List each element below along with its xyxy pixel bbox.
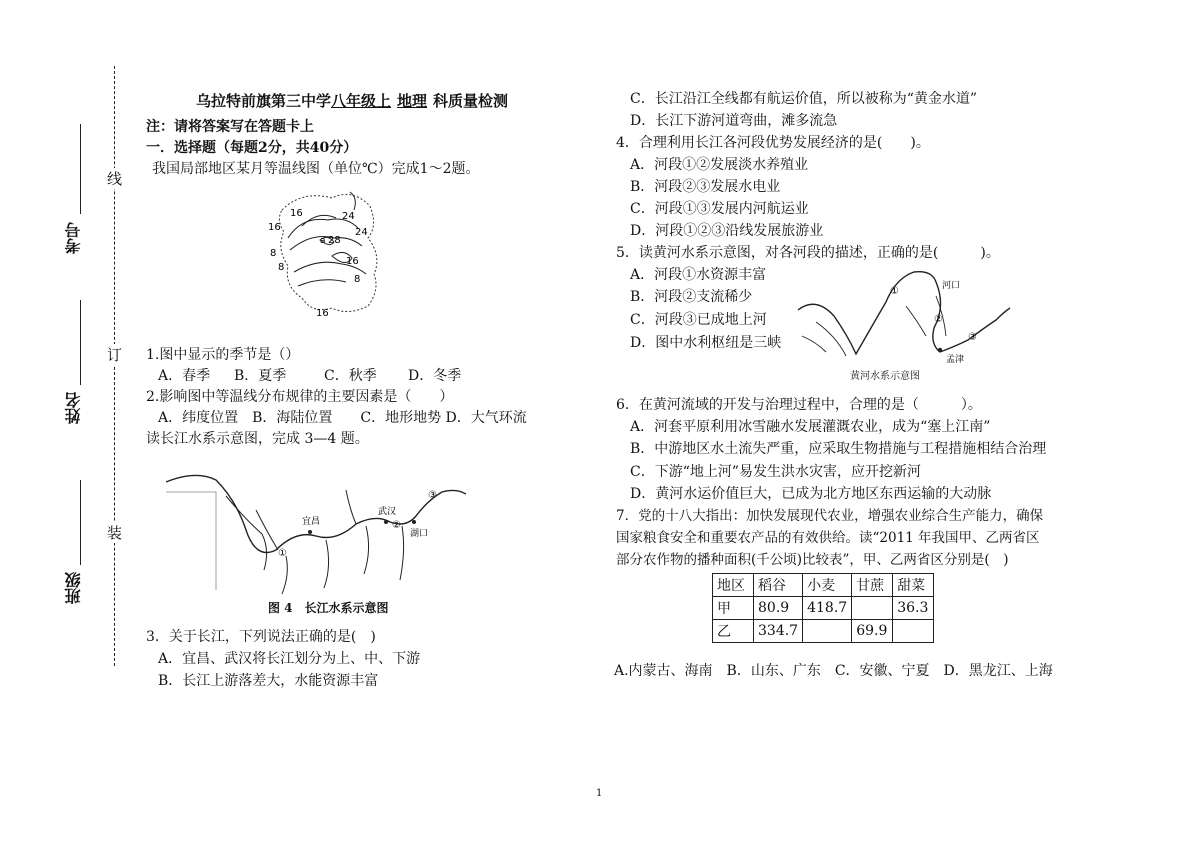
table-header-cell: 稻谷 [754,574,803,597]
isotherm-label: 28 [328,235,341,246]
isotherm-label: 16 [290,208,303,219]
kaohao-underline [80,124,81,214]
q7-stem-line1: 7．党的十八大指出：加快发展现代农业，增强农业综合生产能力，确保 [616,508,1044,524]
title-exam: 科质量检测 [433,92,509,110]
q3-option-d: D．长江下游河道弯曲，滩多流急 [630,113,838,129]
river-section-2: ② [392,520,401,531]
title-subject: 地理 [397,92,428,110]
q4-option-a: A．河段①②发展淡水养殖业 [630,157,809,173]
crop-area-table [712,573,934,643]
q7-options: A.内蒙古、海南 B．山东、广东 C．安徽、宁夏 D．黑龙江、上海 [614,663,1053,679]
isotherm-label: 16 [316,308,329,319]
xingming-label: 姓名 [64,392,83,424]
yangtze-river-map [166,470,466,620]
table-header-row [713,574,934,597]
q7-stem-line2: 国家粮食安全和重要农产品的有效供给。读“2011 年我国甲、乙两省区 [616,530,1040,546]
q1-option-b: B．夏季 [234,368,287,384]
kaohao-label: 考号 [64,222,83,254]
mengjin-label: 孟津 [946,355,965,365]
q1-option-a: A．春季 [158,368,211,384]
table-cell [803,620,852,643]
city-label-hukou: 湖口 [410,529,429,539]
q5-option-b: B．河段②支流稀少 [630,289,753,305]
q3-option-b: B．长江上游落差大，水能资源丰富 [158,673,379,689]
table-header-cell: 甜菜 [893,574,934,597]
q6-option-c: C．下游“地上河”易发生洪水灾害，应开挖新河 [630,464,922,480]
q6-stem: 6．在黄河流域的开发与治理过程中，合理的是（ ）。 [616,397,982,413]
banji-underline [80,480,81,565]
table-cell: 乙 [713,620,754,643]
river-section-1: ① [278,548,287,559]
q2-stem: 2.影响图中等温线分布规律的主要因素是（ ） [146,389,454,405]
hekou-label: 河口 [942,281,961,291]
q7-stem-line3: 部分农作物的播种面积(千公顷)比较表”，甲、乙两省区分别是( ) [616,552,1009,568]
binding-char-xian: 线 [107,170,123,188]
answer-note: 注：请将答案写在答题卡上 [146,119,314,135]
isotherm-label: 16 [346,256,359,267]
title-school: 乌拉特前旗第三中学 [196,92,332,110]
q1-stem: 1.图中显示的季节是（） [146,347,300,363]
q3-option-c: C．长江沿江全线都有航运价值，所以被称为“黄金水道” [630,91,978,107]
binding-char-ding: 订 [107,346,123,364]
q1-option-d: D．冬季 [408,368,462,384]
isotherm-label: 16 [268,222,281,233]
table-header-cell: 小麦 [803,574,852,597]
q4-stem: 4．合理利用长江各河段优势发展经济的是( )。 [616,135,930,151]
page-title [196,90,508,111]
table-row [713,597,934,620]
table-header-cell: 地区 [713,574,754,597]
river-section-2: ② [934,314,943,325]
page-number: 1 [596,788,603,799]
city-label-yichang: 宜昌 [302,517,321,527]
q1-option-c: C．秋季 [324,368,377,384]
yellow-river-map [796,266,1012,366]
table-cell [852,597,893,620]
table-cell: 418.7 [803,597,852,620]
q5-option-a: A．河段①水资源丰富 [630,267,767,283]
binding-char-zhuang: 装 [107,524,123,542]
q4-option-b: B．河段②③发展水电业 [630,179,781,195]
isotherm-label: 24 [342,211,355,222]
table-cell: 80.9 [754,597,803,620]
q3-stem: 3．关于长江，下列说法正确的是( ) [146,629,376,645]
river-section-3: ③ [968,332,977,343]
q3-4-intro: 读长江水系示意图，完成 3—4 题。 [146,431,369,447]
q4-option-d: D．河段①②③沿线发展旅游业 [630,223,824,239]
title-grade: 八年级上 [331,92,392,110]
isotherm-map [262,186,402,320]
q1-2-intro: 我国局部地区某月等温线图（单位℃）完成1～2题。 [152,161,480,177]
q6-option-a: A．河套平原利用冰雪融水发展灌溉农业，成为“塞上江南” [630,419,991,435]
binding-dashed-line [114,66,115,666]
table-row [713,620,934,643]
yangtze-caption: 图 4 长江水系示意图 [268,601,389,615]
yellow-river-caption: 黄河水系示意图 [850,371,920,382]
river-section-1: ① [890,286,899,297]
isotherm-label: 8 [354,274,361,285]
xingming-underline [80,300,81,385]
q5-option-d: D．图中水利枢纽是三峡 [630,335,782,351]
table-cell [893,620,934,643]
isotherm-label: 24 [355,227,368,238]
q2-options: A．纬度位置 B．海陆位置 C．地形地势 D．大气环流 [158,410,527,426]
table-cell: 69.9 [852,620,893,643]
section-heading: 一．选择题（每题2分，共40分） [146,140,358,156]
q5-stem: 5．读黄河水系示意图，对各河段的描述，正确的是( )。 [616,245,1000,261]
q4-option-c: C．河段①③发展内河航运业 [630,201,809,217]
city-label-wuhan: 武汉 [378,507,397,517]
q5-option-c: C．河段③已成地上河 [630,312,767,328]
isotherm-label: 8 [278,262,285,273]
isotherm-label: 8 [270,248,277,259]
q6-option-b: B．中游地区水土流失严重，应采取生物措施与工程措施相结合治理 [630,441,1047,457]
river-section-3: ③ [428,490,437,501]
banji-label: 班级 [64,572,83,604]
table-cell: 甲 [713,597,754,620]
table-header-cell: 甘蔗 [852,574,893,597]
point-a-label: a [320,236,326,246]
q6-option-d: D．黄河水运价值巨大，已成为北方地区东西运输的大动脉 [630,486,992,502]
table-cell: 36.3 [893,597,934,620]
q3-option-a: A．宜昌、武汉将长江划分为上、中、下游 [158,651,421,667]
table-cell: 334.7 [754,620,803,643]
